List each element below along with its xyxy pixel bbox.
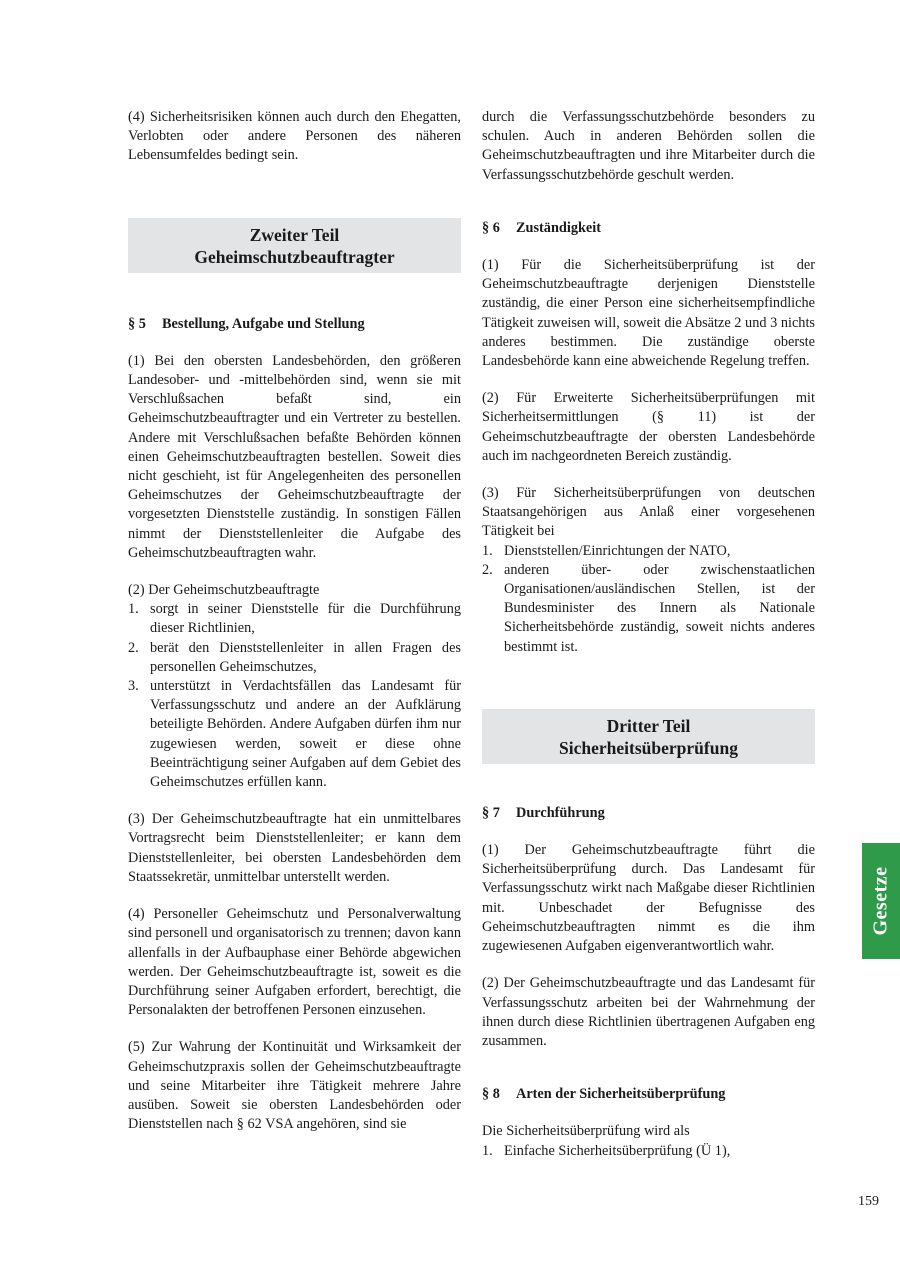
section-title: Arten der Sicherheitsüberprüfung — [516, 1086, 726, 1103]
part-title: Sicherheitsüberprüfung — [559, 737, 738, 758]
list-item-text: Dienststellen/Einrichtungen der NATO, — [504, 542, 731, 559]
right-column — [482, 108, 815, 1161]
s5-paragraph-5: (5) Zur Wahrung der Kontinuität und Wirksamkeit der Geheimschutzpraxis sollen der Geheimschutzbeauftragte und seine Mitarbeiter ihre Tätigkeit mehrere Jahre ausüben. Soweit sie obersten Landesbehörden oder Dienststellen nach § 62 VSA angehören, sind sie — [128, 1039, 461, 1133]
list-item-number: 2. — [482, 561, 493, 578]
s5-paragraph-3: (3) Der Geheimschutzbeauftragte hat ein unmittelbares Vortragsrecht beim Dienststellenleiter; er kann dem Dienststellenleiter, bei obersten Landesbehörden dem Staatssekretär, unmittelbar unterstellt werden. — [128, 811, 461, 885]
list-item — [128, 677, 461, 792]
gesetze-side-tab — [862, 843, 900, 959]
s6-paragraph-1: (1) Für die Sicherheitsüberprüfung ist der Geheimschutzbeauftragte derjenigen Dienststelle zuständig, die einer Person eine sicherheitsempfindliche Tätigkeit zuweisen will, soweit die Absätze 2 und 3 nichts anderes bestimmen. Die zuständige oberste Landesbehörde kann eine abweichende Regelung treffen. — [482, 257, 815, 370]
list-item-number: 2. — [128, 639, 139, 656]
part-label: Zweiter Teil — [249, 224, 340, 245]
section-number: § 5 — [128, 315, 146, 332]
list-item-text: anderen über- oder zwischenstaatlichen Organisationen/ausländischen Stellen, ist der Bundesminister des Innern als Nationale Sicherheitsbehörde zuständig, soweit nichts anderes bestimmt ist. — [504, 561, 815, 655]
section-5-heading — [128, 315, 461, 334]
section-number: § 8 — [482, 1086, 500, 1103]
s6-paragraph-3-intro: (3) Für Sicherheitsüberprüfungen von deutschen Staatsangehörigen aus Anlaß einer vorgesehenen Tätigkeit bei — [482, 485, 815, 540]
paragraph-4-previous: (4) Sicherheitsrisiken können auch durch den Ehegatten, Verlobten oder andere Personen des näheren Lebensumfeldes bedingt sein. — [128, 109, 461, 164]
s5-paragraph-1: (1) Bei den obersten Landesbehörden, den größeren Landesober- und -mittelbehörden sind, wenn sie mit Verschlußsachen befaßt sind, ein Geheimschutzbeauftragter und ein Vertreter zu bestellen. Andere mit Verschlußsachen befaßte Behörden können einen Geheimschutzbeauftragten bestellen. Soweit dies nicht geschieht, ist für Angelegenheiten des personellen Geheimschutzes der Geheimschutzbeauftragte der vorgesetzten Dienststelle zuständig. In sonstigen Fällen nimmt der Dienststellenleiter die Aufgabe des Geheimschutzbeauftragten wahr. — [128, 352, 461, 561]
s8-list — [482, 1142, 815, 1161]
list-item — [128, 600, 461, 638]
section-8-heading — [482, 1085, 815, 1104]
list-item-text: sorgt in seiner Dienststelle für die Durchführung dieser Richtlinien, — [150, 601, 461, 637]
part-title: Geheimschutzbeauftragter — [194, 246, 395, 267]
list-item — [482, 1142, 815, 1161]
part-label: Dritter Teil — [606, 715, 691, 736]
section-title: Bestellung, Aufgabe und Stellung — [162, 315, 365, 332]
list-item-text: unterstützt in Verdachtsfällen das Landesamt für Verfassungsschutz und andere an der Aufklärung beteiligte Behörden. Andere Aufgaben dürfen ihm nur zugewiesen werden, soweit er diese ohne Beeinträchtigung seiner Aufgaben auf dem Gebiet des Geheimschutzes erfüllen kann. — [150, 678, 461, 791]
section-number: § 7 — [482, 804, 500, 821]
section-7-heading — [482, 804, 815, 823]
list-item-number: 1. — [482, 542, 493, 559]
list-item-text: Einfache Sicherheitsüberprüfung (Ü 1), — [504, 1142, 731, 1159]
list-item-number: 3. — [128, 678, 139, 695]
list-item — [482, 561, 815, 657]
list-item — [482, 542, 815, 561]
s5-paragraph-2-list — [128, 600, 461, 792]
section-heading-part-three — [482, 709, 815, 764]
side-tab-label: Gesetze — [869, 866, 892, 936]
section-heading-part-two — [128, 218, 461, 273]
s7-paragraph-1: (1) Der Geheimschutzbeauftragte führt die Sicherheitsüberprüfung durch. Das Landesamt für Verfassungsschutz wirkt nach Maßgabe dieser Richtlinien mit. Unbeschadet der Befugnisse des Geheimschutzbeauftragten nimmt es die ihm zugewiesenen Aufgaben eigenverantwortlich wahr. — [482, 842, 815, 955]
section-number: § 6 — [482, 219, 500, 236]
left-column — [128, 108, 461, 1134]
s7-paragraph-2: (2) Der Geheimschutzbeauftragte und das Landesamt für Verfassungsschutz arbeiten bei der Wahrnehmung der ihnen durch diese Richtlinien übertragenen Aufgaben eng zusammen. — [482, 975, 815, 1049]
list-item-text: berät den Dienststellenleiter in allen Fragen des personellen Geheimschutzes, — [150, 639, 461, 675]
s6-paragraph-2: (2) Für Erweiterte Sicherheitsüberprüfungen mit Sicherheitsermittlungen (§ 11) ist der Geheimschutzbeauftragte der obersten Landesbehörde auch im nachgeordneten Bereich zuständig. — [482, 390, 815, 464]
list-item — [128, 639, 461, 677]
list-item-number: 1. — [482, 1142, 493, 1159]
s6-paragraph-3-list — [482, 542, 815, 657]
section-title: Durchführung — [516, 804, 605, 821]
list-item-number: 1. — [128, 601, 139, 618]
s5-paragraph-2-intro: (2) Der Geheimschutzbeauftragte — [128, 582, 320, 599]
section-title: Zuständigkeit — [516, 219, 602, 236]
s5-paragraph-4: (4) Personeller Geheimschutz und Personalverwaltung sind personell und organisatorisch zu trennen; davon kann allenfalls in der Aufbauphase einer Behörde abgewichen werden. Der Geheimschutzbeauftragte ist, soweit es die Durchführung seiner Aufgaben erfordert, berechtigt, die Personalakten der betroffenen Personen einzusehen. — [128, 906, 461, 1019]
page-number: 159 — [858, 1194, 879, 1209]
section-6-heading — [482, 219, 815, 238]
s8-intro: Die Sicherheitsüberprüfung wird als — [482, 1123, 690, 1140]
continuation-paragraph: durch die Verfassungsschutzbehörde besonders zu schulen. Auch in anderen Behörden sollen die Geheimschutzbeauftragten und ihre Mitarbeiter durch die Verfassungsschutzbehörde geschult werden. — [482, 109, 815, 183]
